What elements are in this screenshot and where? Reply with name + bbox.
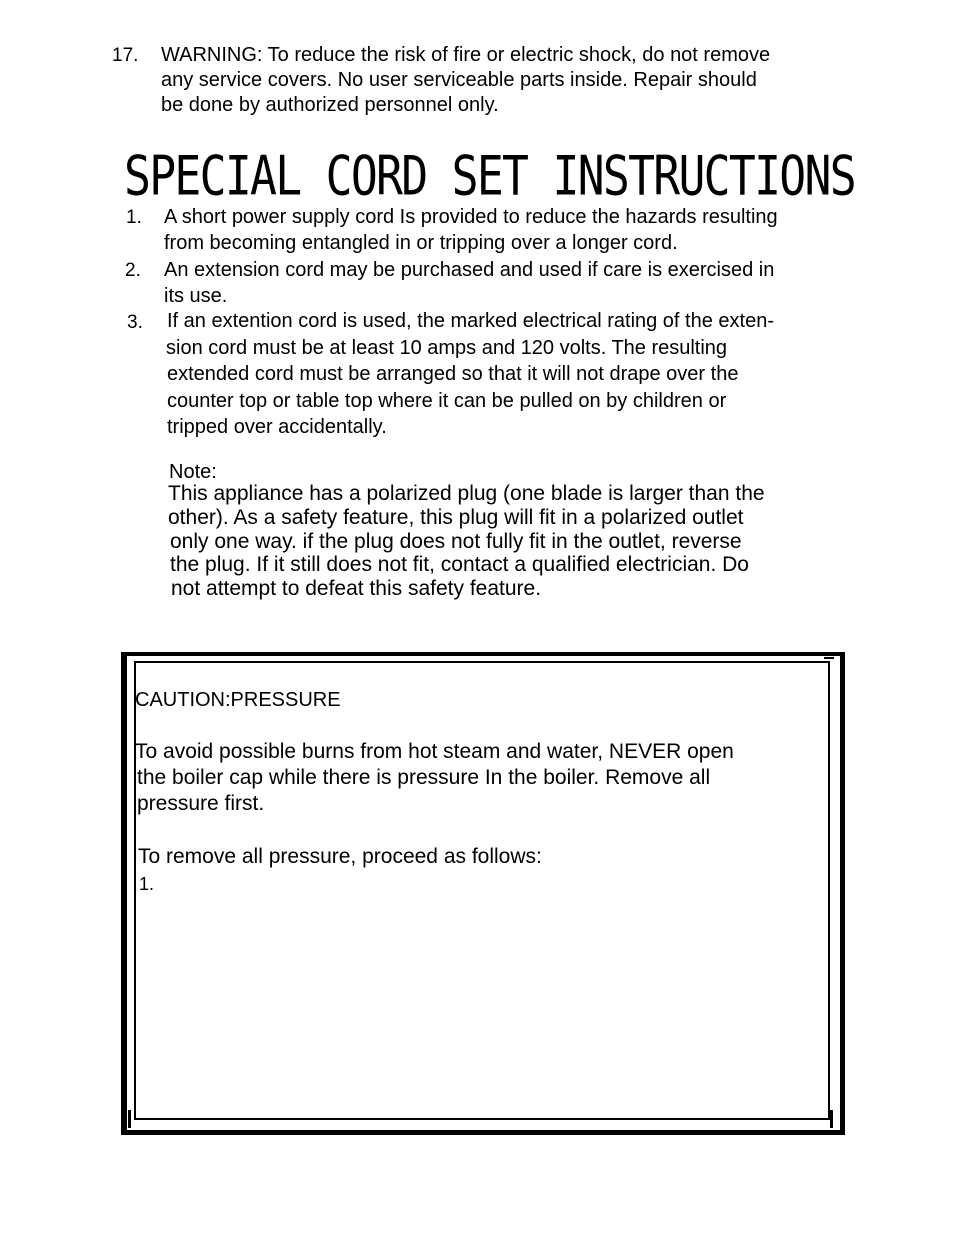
corner-mark: [128, 1110, 131, 1128]
note-line: This appliance has a polarized plug (one blade is larger than the: [168, 482, 765, 505]
caution-intro: To remove all pressure, proceed as follows:: [138, 845, 542, 868]
item-line: tripped over accidentally.: [167, 416, 387, 438]
note-label: Note:: [169, 461, 217, 483]
note-line: the plug. If it still does not fit, contact a qualified electrician. Do: [170, 553, 749, 576]
caution-line: To avoid possible burns from hot steam and water, NEVER open: [135, 740, 734, 763]
warning-line: WARNING: To reduce the risk of fire or electric shock, do not remove: [161, 44, 771, 66]
corner-mark: [830, 1110, 833, 1128]
item-line: extended cord must be arranged so that it will not drape over the: [167, 363, 739, 385]
item-number: 2.: [125, 260, 141, 281]
item-line: counter top or table top where it can be pulled on by children or: [167, 390, 727, 412]
caution-title: CAUTION:PRESSURE: [135, 689, 341, 711]
note-line: only one way. if the plug does not fully fit in the outlet, reverse: [170, 530, 742, 553]
page-title: SPECIAL CORD SET INSTRUCTIONS: [124, 145, 855, 208]
item-line: If an extention cord is used, the marked electrical rating of the exten-: [167, 310, 774, 332]
caution-line: the boiler cap while there is pressure In the boiler. Remove all: [137, 766, 711, 789]
caution-box-inner-border: [134, 661, 830, 1120]
item-number: 3.: [127, 312, 143, 333]
step-number: 1.: [139, 874, 155, 894]
item-number: 17.: [112, 45, 139, 66]
item-line: An extension cord may be purchased and used if care is exercised in: [164, 259, 775, 281]
note-line: not attempt to defeat this safety feature.: [171, 577, 542, 600]
note-line: other). As a safety feature, this plug will fit in a polarized outlet: [168, 506, 744, 529]
item-number: 1.: [126, 207, 142, 228]
warning-line: any service covers. No user serviceable parts inside. Repair should: [161, 69, 757, 91]
item-line: its use.: [164, 285, 228, 307]
warning-line: be done by authorized personnel only.: [161, 94, 499, 116]
item-line: from becoming entangled in or tripping over a longer cord.: [164, 232, 678, 254]
corner-mark: [824, 657, 834, 659]
caution-line: pressure first.: [137, 792, 265, 815]
item-line: A short power supply cord Is provided to reduce the hazards resulting: [164, 206, 778, 228]
item-line: sion cord must be at least 10 amps and 120 volts. The resulting: [166, 337, 728, 359]
